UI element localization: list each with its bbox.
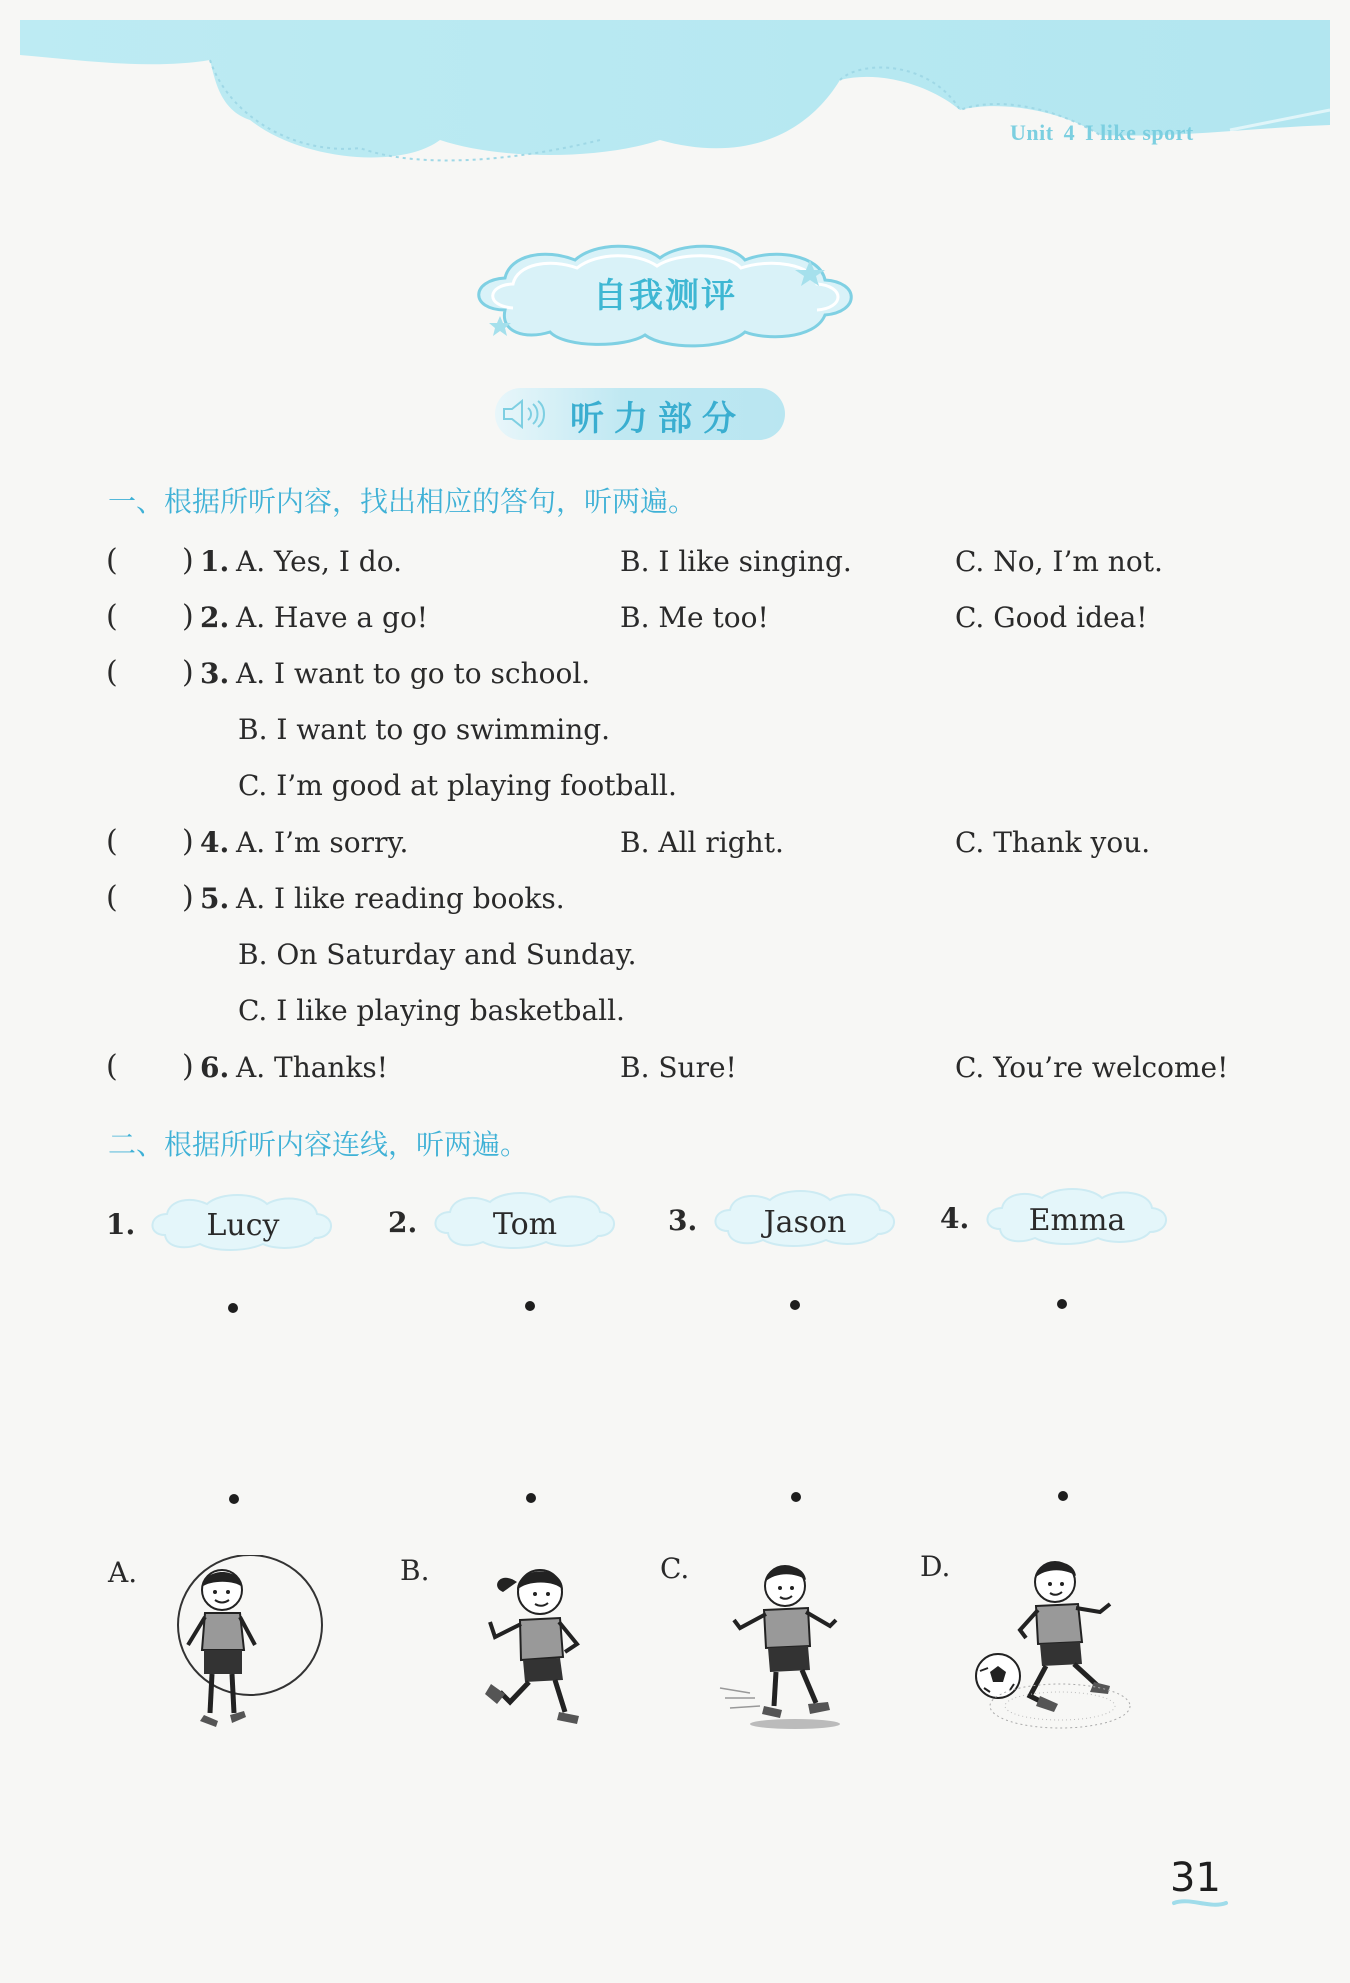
match-dot-bottom[interactable]: [1058, 1491, 1068, 1501]
option-c: C. I’m good at playing football.: [238, 769, 677, 802]
option-b: B. I like singing.: [620, 545, 852, 578]
question-number: 4.: [200, 826, 230, 859]
picture-letter: C.: [660, 1552, 690, 1585]
name-emma: Emma: [1028, 1203, 1126, 1238]
match-dot-top[interactable]: [525, 1301, 535, 1311]
match-number: 1.: [106, 1208, 136, 1241]
option-a: A. I’m sorry.: [236, 826, 409, 859]
answer-bracket-open: (: [106, 655, 118, 690]
option-a: A. Yes, I do.: [236, 545, 402, 578]
question-number: 2.: [200, 601, 230, 634]
option-c: C. Good idea!: [955, 601, 1148, 634]
answer-bracket-open: (: [106, 543, 118, 578]
picture-letter: B.: [400, 1554, 430, 1587]
option-c: C. No, I’m not.: [955, 545, 1163, 578]
page-number-underline: [1170, 1895, 1230, 1911]
name-tom: Tom: [492, 1207, 558, 1242]
answer-bracket-open: (: [106, 599, 118, 634]
top-cloud-banner: [0, 0, 1350, 180]
match-dot-top[interactable]: [1057, 1299, 1067, 1309]
option-a: A. I like reading books.: [236, 882, 565, 915]
listening-label: 听力部分: [570, 399, 746, 439]
option-a: A. Have a go!: [236, 601, 429, 634]
answer-bracket-close: ): [182, 655, 194, 690]
section-title: 自我测评: [593, 276, 737, 316]
answer-bracket-close: ): [182, 880, 194, 915]
answer-bracket-close: ): [182, 824, 194, 859]
match-number: 2.: [388, 1206, 418, 1239]
answer-bracket-open: (: [106, 880, 118, 915]
picture-letter: D.: [920, 1550, 951, 1583]
option-b: B. I want to go swimming.: [238, 713, 611, 746]
option-a: A. I want to go to school.: [236, 657, 591, 690]
unit-title: I like sport: [1085, 120, 1194, 145]
match-dot-bottom[interactable]: [229, 1494, 239, 1504]
answer-bracket-open: (: [106, 824, 118, 859]
unit-label: Unit: [1010, 120, 1054, 145]
name-jason: Jason: [763, 1205, 847, 1240]
question-number: 6.: [200, 1051, 230, 1084]
question-number: 1.: [200, 545, 230, 578]
match-number: 4.: [940, 1202, 970, 1235]
option-c: C. I like playing basketball.: [238, 994, 625, 1027]
name-lucy: Lucy: [206, 1208, 280, 1243]
part1-heading: 一、根据所听内容，找出相应的答句，听两遍。: [108, 485, 697, 518]
boy-playing-football-icon: [970, 1546, 1140, 1736]
speaker-icon: [500, 397, 548, 431]
part2-heading: 二、根据所听内容连线，听两遍。: [108, 1128, 529, 1161]
unit-header: [1010, 120, 1194, 146]
answer-bracket-close: ): [182, 543, 194, 578]
match-dot-top[interactable]: [228, 1303, 238, 1313]
page-number: 31: [1170, 1855, 1221, 1901]
question-number: 3.: [200, 657, 230, 690]
option-a: A. Thanks!: [236, 1051, 389, 1084]
match-number: 3.: [668, 1204, 698, 1237]
answer-bracket-open: (: [106, 1049, 118, 1084]
girl-running-icon: [455, 1552, 625, 1742]
option-c: C. You’re welcome!: [955, 1051, 1229, 1084]
option-b: B. All right.: [620, 826, 784, 859]
answer-bracket-close: ): [182, 599, 194, 634]
option-b: B. Me too!: [620, 601, 769, 634]
girl-skipping-rope-icon: [160, 1555, 330, 1745]
match-dot-bottom[interactable]: [526, 1493, 536, 1503]
option-b: B. Sure!: [620, 1051, 737, 1084]
option-c: C. Thank you.: [955, 826, 1151, 859]
boy-running-icon: [700, 1548, 870, 1738]
answer-bracket-close: ): [182, 1049, 194, 1084]
match-dot-top[interactable]: [790, 1300, 800, 1310]
picture-letter: A.: [108, 1556, 138, 1589]
unit-number: 4: [1063, 120, 1076, 145]
match-dot-bottom[interactable]: [791, 1492, 801, 1502]
option-b: B. On Saturday and Sunday.: [238, 938, 637, 971]
question-number: 5.: [200, 882, 230, 915]
